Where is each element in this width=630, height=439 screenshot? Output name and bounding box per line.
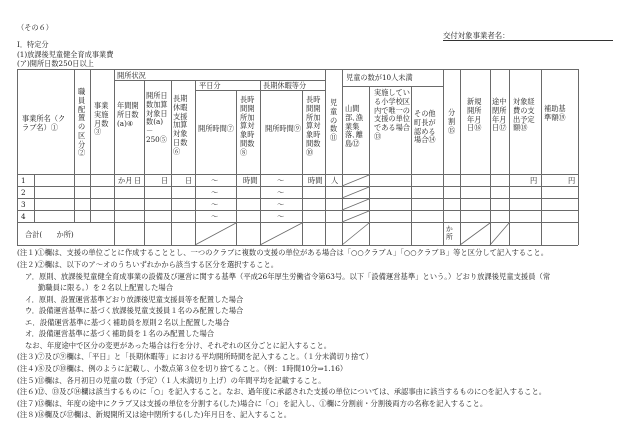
tilde: ～: [277, 188, 285, 197]
row-number: 3: [21, 200, 26, 209]
note-2-d: エ．設備運営基準に基づく補助員を原則２名以上配置した場合: [25, 318, 230, 327]
note-2-c: ウ．設備運営基準に基づく放課後児童支援員１名のみ配置した場合: [25, 306, 244, 315]
unit-months: か月: [118, 176, 133, 185]
note-2-e: オ．設備運営基準に基づく補助員を１名のみ配置した場合: [25, 329, 215, 338]
header-children-count: 児童の数⑪: [330, 98, 338, 143]
header-group-weekday: 平日分: [199, 81, 221, 90]
row-number: 1: [21, 176, 26, 185]
unit-days: 日: [185, 176, 193, 185]
header-group-under10: 児童の数が10人未満: [346, 73, 413, 82]
note-2-b: イ．原則、設置運営基準どおり放課後児童支援員等を配置した場合: [25, 295, 244, 304]
note-6: (注６)⑫、⑬及び⑭欄は該当するものに「○」を記入すること。なお、過年度に承認された支援の単位については、承認事由に該当するものに○を記入すること。: [17, 387, 547, 396]
header-weekday-extended: 長時間開所加算対象時間数⑧: [240, 95, 255, 157]
header-subsidy-standard: 補助基準額⑲: [544, 104, 566, 122]
unit-yen: 円: [530, 176, 538, 185]
tilde: ～: [211, 200, 219, 209]
header-break-extended: 長時間開所加算対象時間数⑩: [306, 95, 321, 157]
header-annual-days: 年間開所日数(a)④: [117, 101, 139, 128]
row-number: 4: [21, 212, 26, 221]
unit-hours: 時間: [308, 176, 323, 185]
part-label: （その６）: [17, 23, 53, 32]
header-weekday-hours: 開所時間⑦: [198, 124, 234, 133]
header-club-name: 事業所名（クラブ名）①: [22, 114, 66, 132]
tilde: ～: [211, 212, 219, 221]
header-new-open-date: 新規開所年月日⑯: [467, 97, 482, 133]
header-months: 事業実施月数③: [94, 101, 109, 137]
subsection-title: (1)放課後児童健全育成事業費: [17, 50, 114, 59]
header-mayor-approved: その他町長が認める場合⑭: [414, 109, 436, 145]
header-break-hours: 開所時間⑨: [265, 124, 301, 133]
note-5: (注５)⑪欄は、各月初日の児童の数（予定）（１人未満切り上げ）の年間平均を記載すること。: [17, 376, 326, 385]
header-planned-expense: 対象経費の支出予定額⑱: [513, 97, 535, 133]
header-group-kaisho: 開所状況: [117, 71, 146, 80]
section-title: Ⅰ．特定分: [17, 40, 49, 49]
header-closing-date: 途中閉所年月日⑰: [492, 97, 507, 133]
tilde: ～: [277, 176, 285, 185]
unit-days: 日: [161, 176, 169, 185]
tilde: ～: [277, 212, 285, 221]
note-3: (注３)⑦及び⑨欄は、「平日」と「長期休暇等」における平均開所時間を記入すること。（１分未満切り捨て）: [17, 352, 373, 361]
unit-persons: 人: [331, 176, 339, 185]
note-1: (注１)①欄は、支援の単位ごとに作成することとし、一つのクラブに複数の支援の単位がある場合は「○○クラブＡ」「○○クラブＢ」等と区分して記入すること。: [17, 248, 548, 257]
note-4: (注４)⑧及び⑩欄は、例のように記載し、小数点第３位を切り捨てること。（例：1時間10分⇒1.16）: [17, 364, 348, 373]
unit-hours: 時間: [243, 176, 258, 185]
sub-subsection-title: (ア)開所日数250日以上: [17, 59, 94, 68]
row-number: 2: [21, 188, 26, 197]
recipient-label: 交付対象事業者名：: [443, 31, 510, 40]
tilde: ～: [211, 188, 219, 197]
header-staff-category: 職員配置の区分②: [78, 87, 86, 158]
header-long-break-days: 長期休暇支援加算対象日数⑥: [173, 94, 188, 156]
note-7: (注７)⑮欄は、年度の途中にクラブ又は支援の単位を分割する(した)場合に「○」を記入し、①欄に分割前・分割後両方の名称を記入すること。: [17, 399, 488, 408]
total-split-unit: か所: [446, 225, 453, 242]
header-remote-area: 山間部､漁業集落､離島⑫: [345, 104, 363, 149]
header-split: 分割⑮: [448, 108, 456, 135]
note-8: (注８)⑯欄及び⑰欄は、新規開所又は途中閉所する(した)年月日を、記入すること。: [17, 410, 292, 419]
note-2-remark: なお、年度途中で区分の変更があった場合は行を分け、それぞれの区分ごとに記入すること。: [25, 341, 332, 350]
unit-yen: 円: [568, 176, 576, 185]
note-2-a-cont: 勤職員に限る。）を２名以上配置した場合: [38, 283, 173, 292]
note-2-a: ア．原則、放課後児童健全育成事業の設備及び運営に関する基準（平成26年厚生労働省令第63号。以下「設備運営基準」という。）どおり放課後児童支援員（常: [25, 272, 551, 281]
tilde: ～: [211, 176, 219, 185]
unit-days: 日: [134, 176, 142, 185]
header-only-unit: 実施している小学校区内で唯一の支援の単位である場合⑬: [374, 88, 410, 141]
total-label: 合計( か所): [25, 230, 74, 239]
tilde: ～: [277, 200, 285, 209]
header-addon-days: 開所日数加算対象日数(a)－250⑤: [146, 91, 168, 144]
note-2: (注２)②欄は、以下のア～オのうちいずれかから該当する区分を選択すること。: [17, 260, 279, 269]
header-group-long-break: 長期休暇等分: [263, 81, 307, 90]
